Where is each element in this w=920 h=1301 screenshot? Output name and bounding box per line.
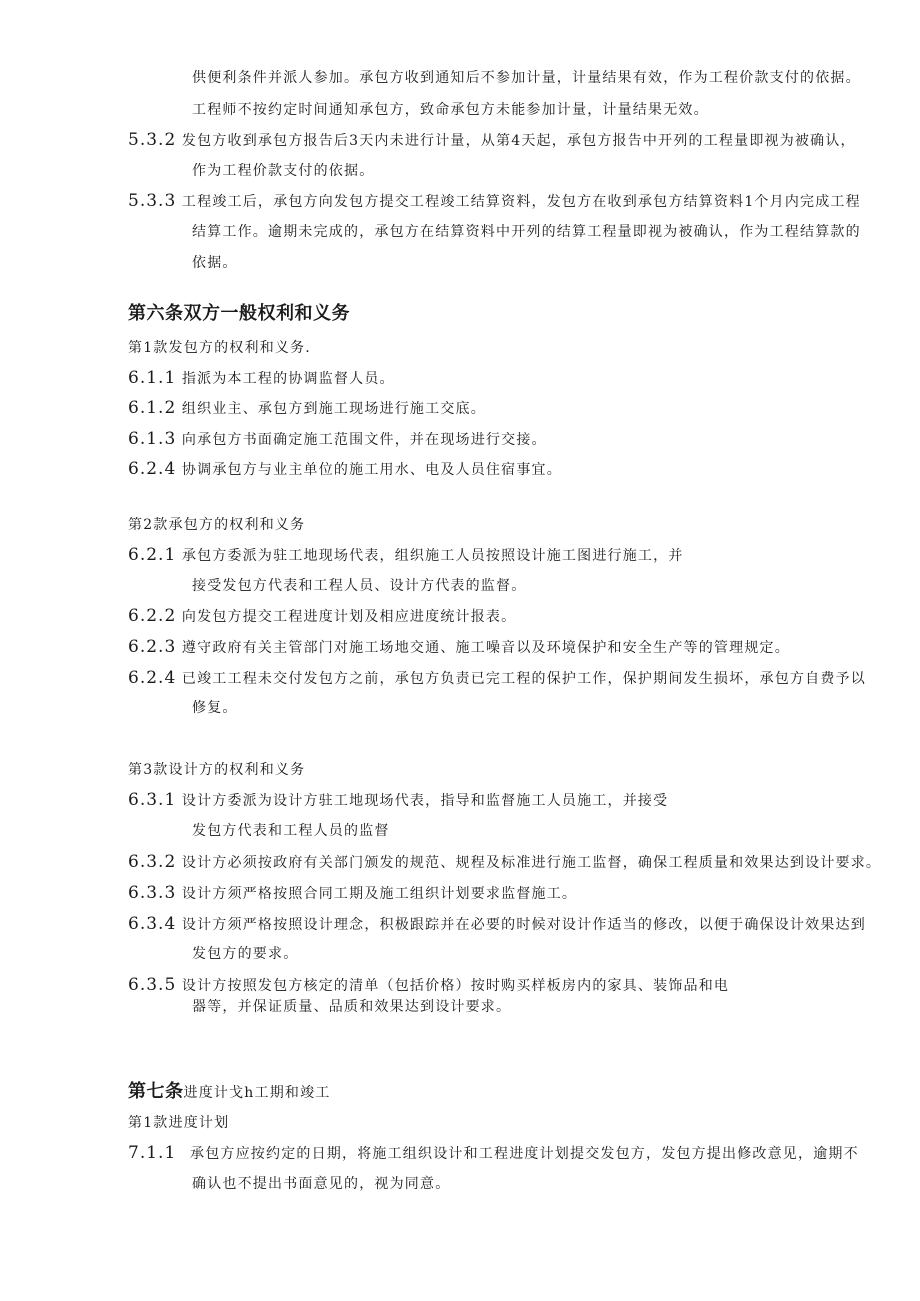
clause-number: 6.3.5 <box>128 975 177 995</box>
clause-5-3-2-line2: 作为工程价款支付的依据。 <box>192 163 375 179</box>
clause-6-2-4 <box>128 668 866 689</box>
clause-number: 5.3.2 <box>128 130 177 150</box>
clause-6-3-4 <box>128 914 866 935</box>
clause-text: 设计方委派为设计方驻工地现场代表，指导和监督施工人员施工，并接受 <box>181 793 669 809</box>
clause-6-2-3 <box>128 637 790 658</box>
clause-text: 承包方委派为驻工地现场代表，组织施工人员按照设计施工图进行施工，并 <box>181 548 684 564</box>
clause-text: 指派为本工程的协调监督人员。 <box>181 371 395 387</box>
article-7-title <box>128 1080 331 1105</box>
clause-6-3-1 <box>128 790 668 811</box>
article-7-clause-1-title: 第1款进度计划 <box>128 1115 230 1131</box>
clause-text: 设计方须严格按照合同工期及施工组织计划要求监督施工。 <box>181 886 578 902</box>
clause-5-3-3-line2: 结算工作。逾期未完成的，承包方在结算资料中开列的结算工程量即视为被确认，作为工程结算款的 <box>192 224 861 240</box>
clause-6-3-2 <box>128 852 881 873</box>
clause-number: 6.1.3 <box>128 429 177 449</box>
clause-text: 遵守政府有关主管部门对施工场地交通、施工噪音以及环境保护和安全生产等的管理规定。 <box>181 640 790 656</box>
clause-number: 6.2.1 <box>128 545 177 565</box>
clause-number: 6.1.2 <box>128 398 177 418</box>
article-7-title-rest: 进度计戈h工期和竣工 <box>183 1085 331 1101</box>
clause-6-1-2 <box>128 398 486 419</box>
clause-text: 设计方须严格按照设计理念，积极跟踪并在必要的时候对设计作适当的修改，以便于确保设计效果达到 <box>181 917 866 933</box>
clause-number: 6.3.3 <box>128 883 177 903</box>
clause-number: 5.3.3 <box>128 191 177 211</box>
clause-number: 7.1.1 <box>128 1143 177 1163</box>
clause-number: 6.3.2 <box>128 852 177 872</box>
clause-6-2-4-cont: 修复。 <box>192 700 238 716</box>
clause-6-3-5 <box>128 975 729 996</box>
clause-number: 6.2.4 <box>128 668 177 688</box>
clause-text: 组织业主、承包方到施工现场进行施工交底。 <box>181 401 486 417</box>
clause-text: 发包方收到承包方报告后3天内未进行计量，从第4天起，承包方报告中开列的工程量即视为被确认， <box>181 133 856 149</box>
clause-6-1-1 <box>128 368 395 389</box>
clause-5-3-2 <box>128 130 856 151</box>
clause-number: 6.2.4 <box>128 459 177 479</box>
clause-number: 6.3.4 <box>128 914 177 934</box>
clause-6-3-3 <box>128 883 577 904</box>
clause-6-3-4-cont: 发包方的要求。 <box>192 946 299 962</box>
clause-text: 设计方必须按政府有关部门颁发的规范、规程及标准进行施工监督，确保工程质量和效果达到设计要求。 <box>181 855 882 871</box>
clause-number: 6.2.2 <box>128 606 177 626</box>
clause-6-2-1-cont: 接受发包方代表和工程人员、设计方代表的监督。 <box>192 578 527 594</box>
clause-5-3-3-line3: 依据。 <box>192 255 238 271</box>
clause-number: 6.3.1 <box>128 790 177 810</box>
clause-text: 已竣工工程未交付发包方之前，承包方负责已完工程的保护工作，保护期间发生损坏，承包方自费予以 <box>181 671 866 687</box>
clause-text: 工程竣工后，承包方向发包方提交工程竣工结算资料，发包方在收到承包方结算资料1个月内完成工程 <box>181 194 861 210</box>
article-7-title-bold: 第七条 <box>128 1081 184 1102</box>
clause-text: 承包方应按约定的日期，将施工组织设计和工程进度计划提交发包方，发包方提出修改意见，逾期不 <box>190 1146 859 1162</box>
clause-6-2-1 <box>128 545 684 566</box>
clause-6-2-2 <box>128 606 516 627</box>
clause-text: 向承包方书面确定施工范围文件，并在现场进行交接。 <box>181 432 547 448</box>
clause-6-1-4 <box>128 459 562 480</box>
clause-text: 向发包方提交工程进度计划及相应进度统计报表。 <box>181 609 517 625</box>
clause-5-3-1-line1: 供便利条件并派人参加。承包方收到通知后不参加计量，计量结果有效，作为工程价款支付的依据。 <box>192 70 861 86</box>
clause-number: 6.2.3 <box>128 637 177 657</box>
clause-6-3-1-cont: 发包方代表和工程人员的监督 <box>192 823 390 839</box>
clause-7-1-1 <box>128 1143 859 1164</box>
clause-5-3-1-line2: 工程师不按约定时间通知承包方，致命承包方未能参加计量，计量结果无效。 <box>192 102 709 118</box>
clause-text: 协调承包方与业主单位的施工用水、电及人员住宿事宜。 <box>181 462 562 478</box>
article-6-clause-2-title: 第2款承包方的权利和义务 <box>128 517 306 533</box>
article-6-title: 第六条双方一般权利和义务 <box>128 303 350 324</box>
clause-number: 6.1.1 <box>128 368 177 388</box>
clause-6-1-3 <box>128 429 547 450</box>
article-6-clause-3-title: 第3款设计方的权利和义务 <box>128 762 306 778</box>
clause-7-1-1-cont: 确认也不提出书面意见的，视为同意。 <box>192 1176 451 1192</box>
clause-6-3-5-cont: 器等，并保证质量、品质和效果达到设计要求。 <box>192 999 512 1015</box>
article-6-clause-1-title: 第1款发包方的权利和义务. <box>128 340 311 356</box>
clause-5-3-3 <box>128 191 861 212</box>
clause-text: 设计方按照发包方核定的清单（包括价格）按时购买样板房内的家具、装饰品和电 <box>181 978 730 994</box>
